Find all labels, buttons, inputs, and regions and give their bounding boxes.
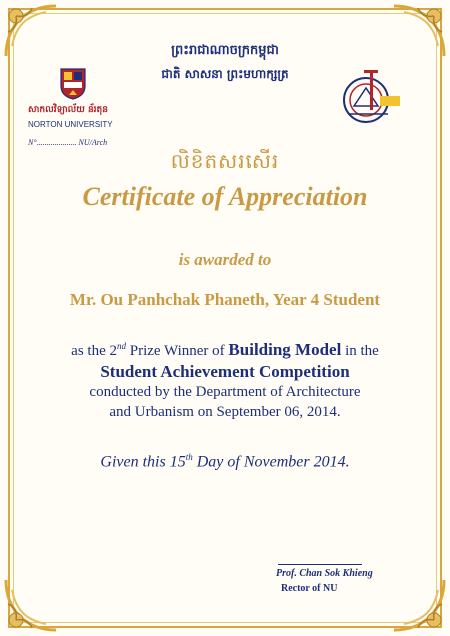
signature-line: [278, 564, 362, 565]
award-line-1-pre: as the 2: [71, 343, 117, 359]
given-date: [0, 452, 450, 471]
signatory-role: Rector of NU: [281, 583, 338, 594]
award-line-1: [20, 340, 430, 360]
award-category: Building Model: [228, 340, 342, 359]
given-date-suffix: th: [185, 452, 193, 462]
given-date-pre: Given this 15: [100, 453, 186, 471]
signatory-name: Prof. Chan Sok Khieng: [276, 568, 373, 579]
corner-ornament-icon: [2, 2, 60, 60]
motto-heading: ជាតិ សាសនា ព្រះមហាក្សត្រ: [161, 67, 289, 81]
corner-ornament-icon: [390, 576, 448, 634]
given-date-post: Day of November 2014.: [192, 453, 350, 471]
recipient-name: Mr. Ou Panhchak Phaneth, Year 4 Student: [69, 290, 381, 309]
corner-ornament-icon: [390, 2, 448, 60]
kingdom-heading: ព្រះរាជាណាចក្រកម្ពុជា: [171, 43, 279, 58]
certificate-title-khmer: លិខិតសរសើរ: [170, 149, 280, 173]
award-line-3: conducted by the Department of Architecture: [89, 384, 361, 400]
reference-number: N°.................... NU/Arch: [28, 138, 108, 147]
award-line-1-post: in the: [341, 343, 379, 359]
award-line-1-mid: Prize Winner of: [126, 343, 229, 359]
architecture-department-logo-icon: [340, 66, 402, 128]
award-line-4: and Urbanism on September 06, 2014.: [109, 404, 341, 420]
corner-ornament-icon: [2, 576, 60, 634]
university-name-khmer: សាកលវិទ្យាល័យ ន័រតុន: [28, 105, 108, 115]
university-crest-icon: [60, 68, 86, 100]
certificate-title: Certificate of Appreciation: [82, 182, 368, 211]
competition-name: Student Achievement Competition: [100, 362, 350, 381]
awarded-to-text: is awarded to: [178, 250, 272, 269]
ordinal-suffix: nd: [117, 341, 126, 351]
university-name-english: NORTON UNIVERSITY: [28, 120, 113, 129]
